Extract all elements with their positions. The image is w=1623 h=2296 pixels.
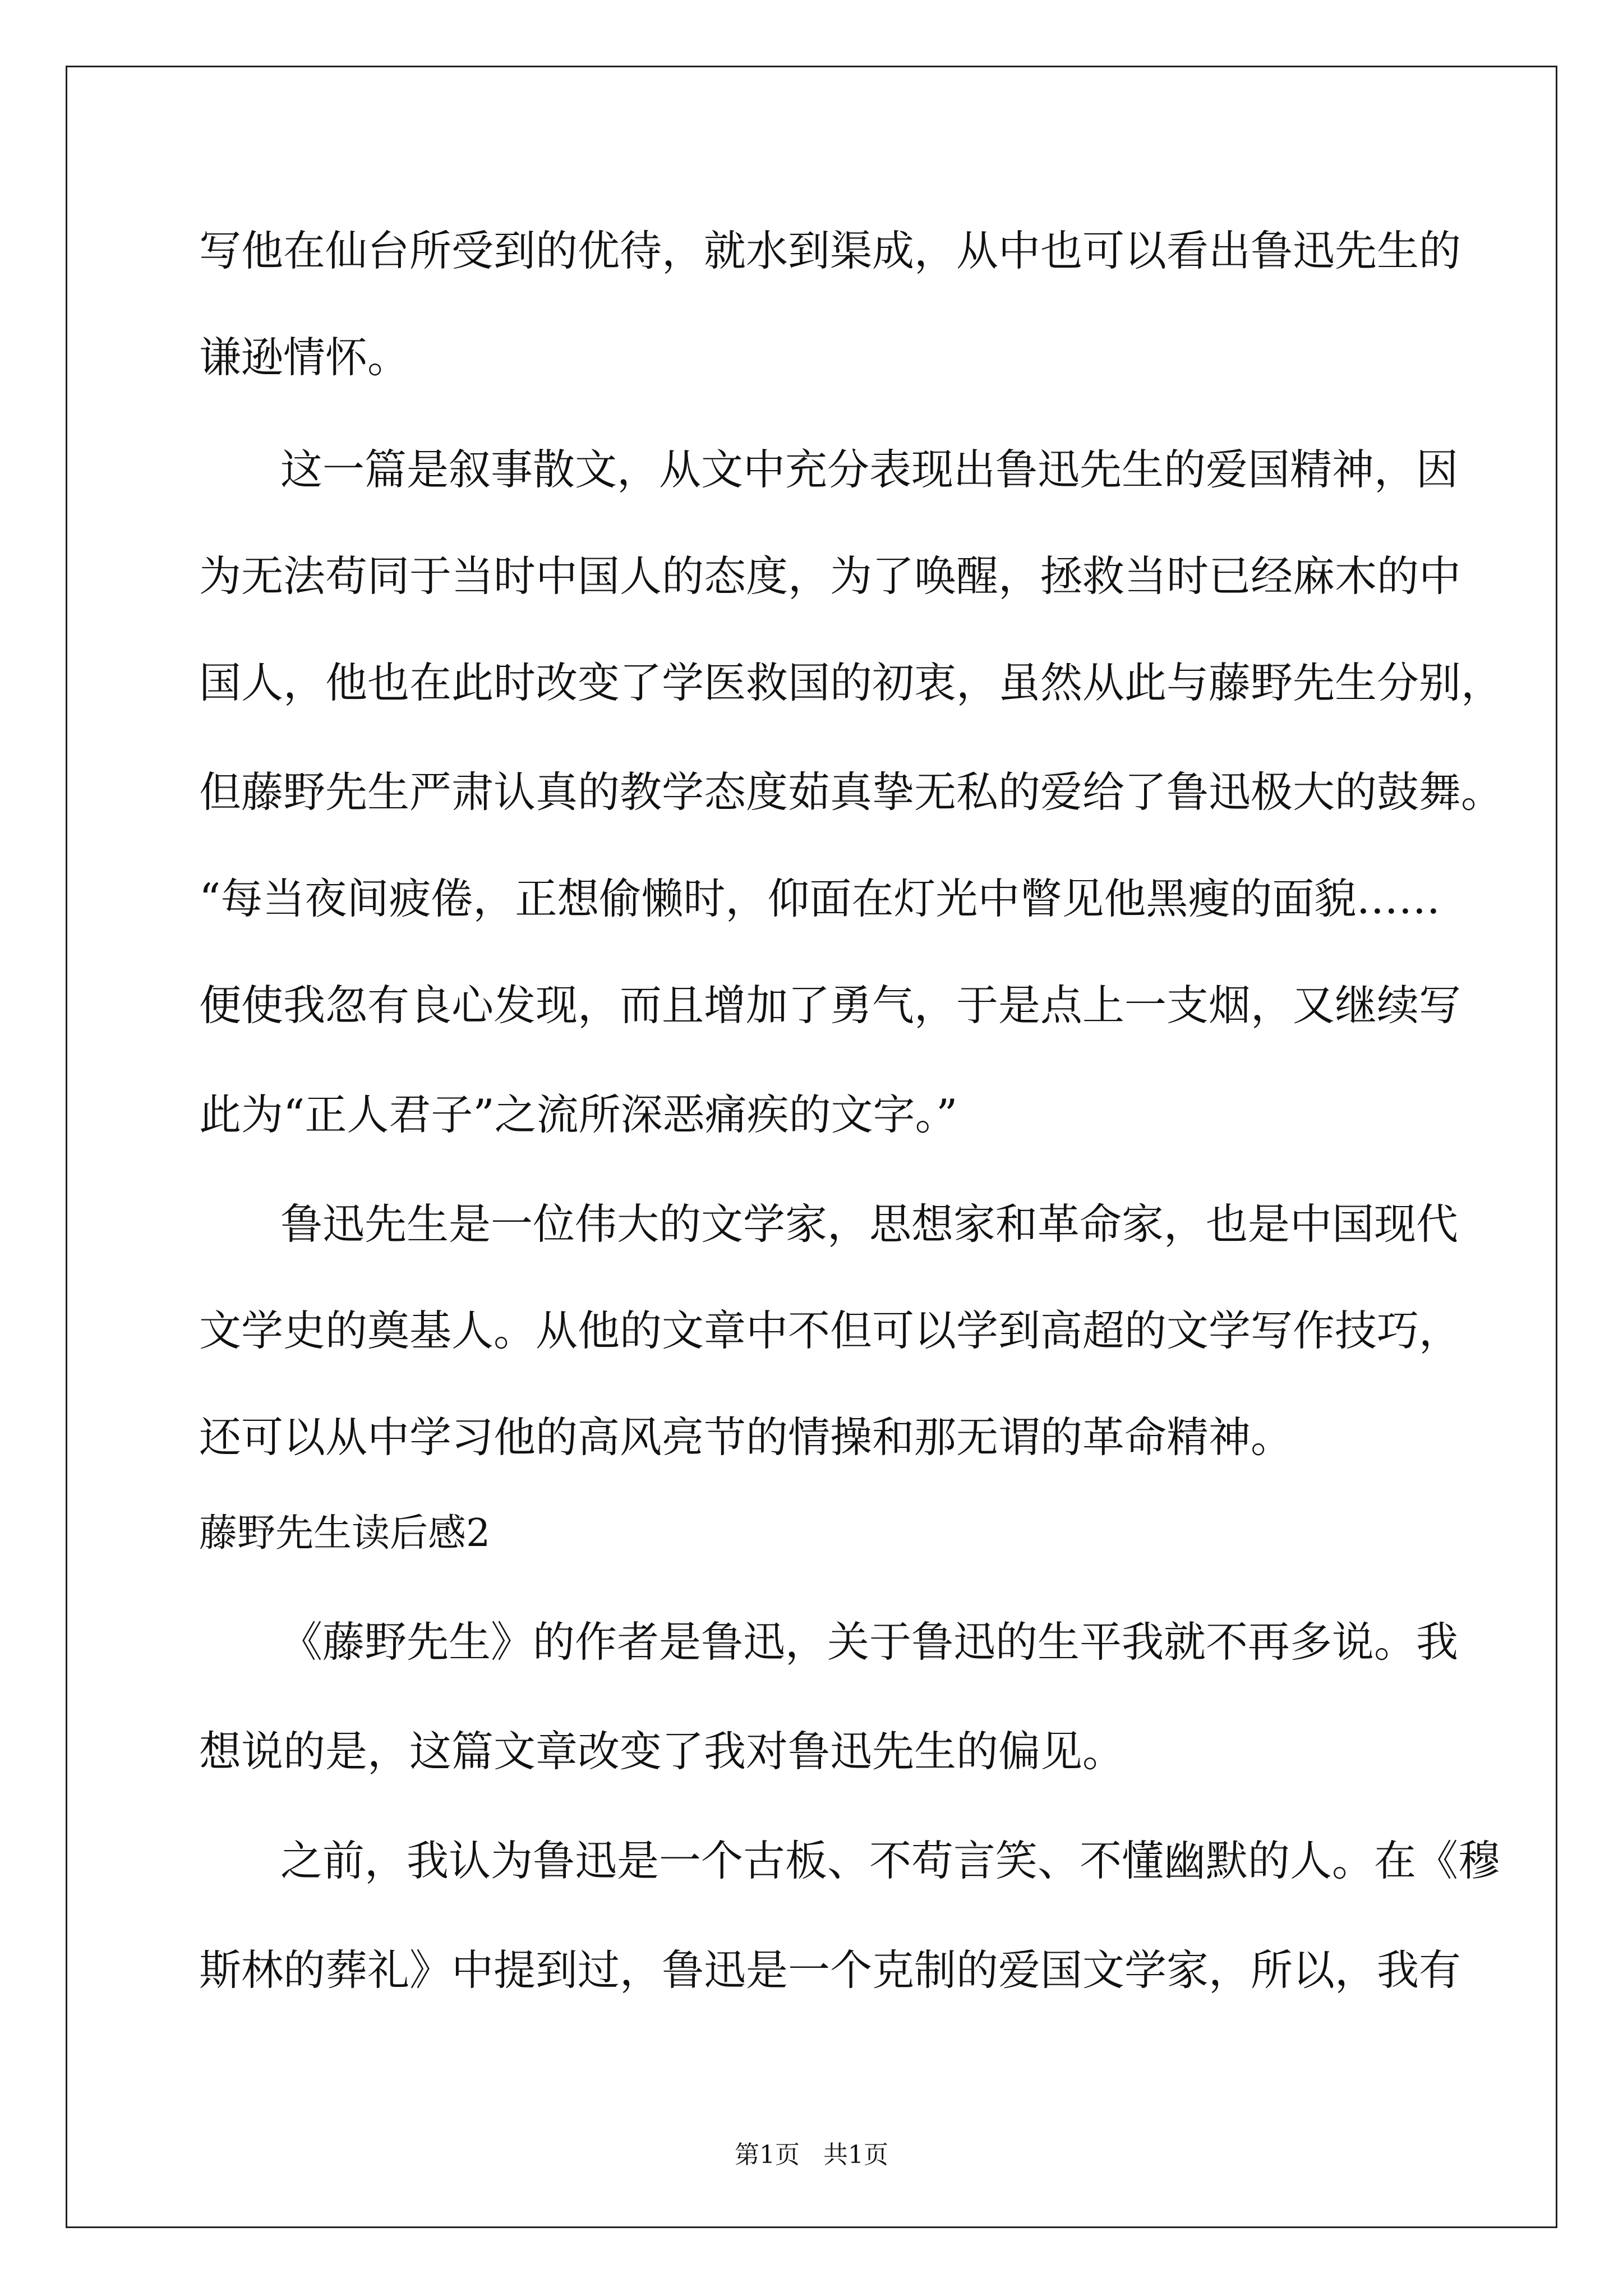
text-line-5: 国人，他也在此时改变了学医救国的初衷，虽然从此与藤野先生分别， bbox=[199, 658, 1504, 707]
text-line-12: 还可以从中学习他的高风亮节的情操和那无谓的革命精神。 bbox=[199, 1412, 1293, 1462]
text-line-16: 斯林的葬礼》中提到过，鲁迅是一个克制的爱国文学家，所以，我有 bbox=[199, 1945, 1461, 1995]
text-line-11: 文学史的奠基人。从他的文章中不但可以学到高超的文学写作技巧， bbox=[199, 1306, 1461, 1355]
text-line-1: 写他在仙台所受到的优待，就水到渠成，从中也可以看出鲁迅先生的 bbox=[199, 226, 1461, 275]
text-line-15: 之前，我认为鲁迅是一个古板、不苟言笑、不懂幽默的人。在《穆 bbox=[280, 1836, 1501, 1885]
page-footer: 第1页 共1页 bbox=[735, 2141, 888, 2169]
text-line-7: “每当夜间疲倦，正想偷懒时，仰面在灯光中瞥见他黑瘦的面貌…… bbox=[199, 874, 1441, 923]
text-line-4: 为无法苟同于当时中国人的态度，为了唤醒，拯救当时已经麻木的中 bbox=[199, 551, 1461, 601]
text-line-6: 但藤野先生严肃认真的教学态度茹真挚无私的爱给了鲁迅极大的鼓舞。 bbox=[199, 767, 1504, 817]
text-line-14: 想说的是，这篇文章改变了我对鲁迅先生的偏见。 bbox=[199, 1727, 1125, 1776]
page-frame bbox=[66, 66, 1557, 2228]
text-line-3: 这一篇是叙事散文，从文中充分表现出鲁迅先生的爱国精神，因 bbox=[280, 445, 1459, 494]
text-line-9: 此为“正人君子”之流所深恶痛疾的文字。” bbox=[199, 1090, 958, 1139]
section-heading: 藤野先生读后感2 bbox=[199, 1511, 491, 1556]
text-line-10: 鲁迅先生是一位伟大的文学家，思想家和革命家，也是中国现代 bbox=[280, 1199, 1459, 1249]
text-line-2: 谦逊情怀。 bbox=[199, 333, 410, 382]
text-line-13: 《藤野先生》的作者是鲁迅，关于鲁迅的生平我就不再多说。我 bbox=[280, 1617, 1459, 1667]
text-line-8: 便使我忽有良心发现，而且增加了勇气，于是点上一支烟，又继续写 bbox=[199, 981, 1461, 1030]
